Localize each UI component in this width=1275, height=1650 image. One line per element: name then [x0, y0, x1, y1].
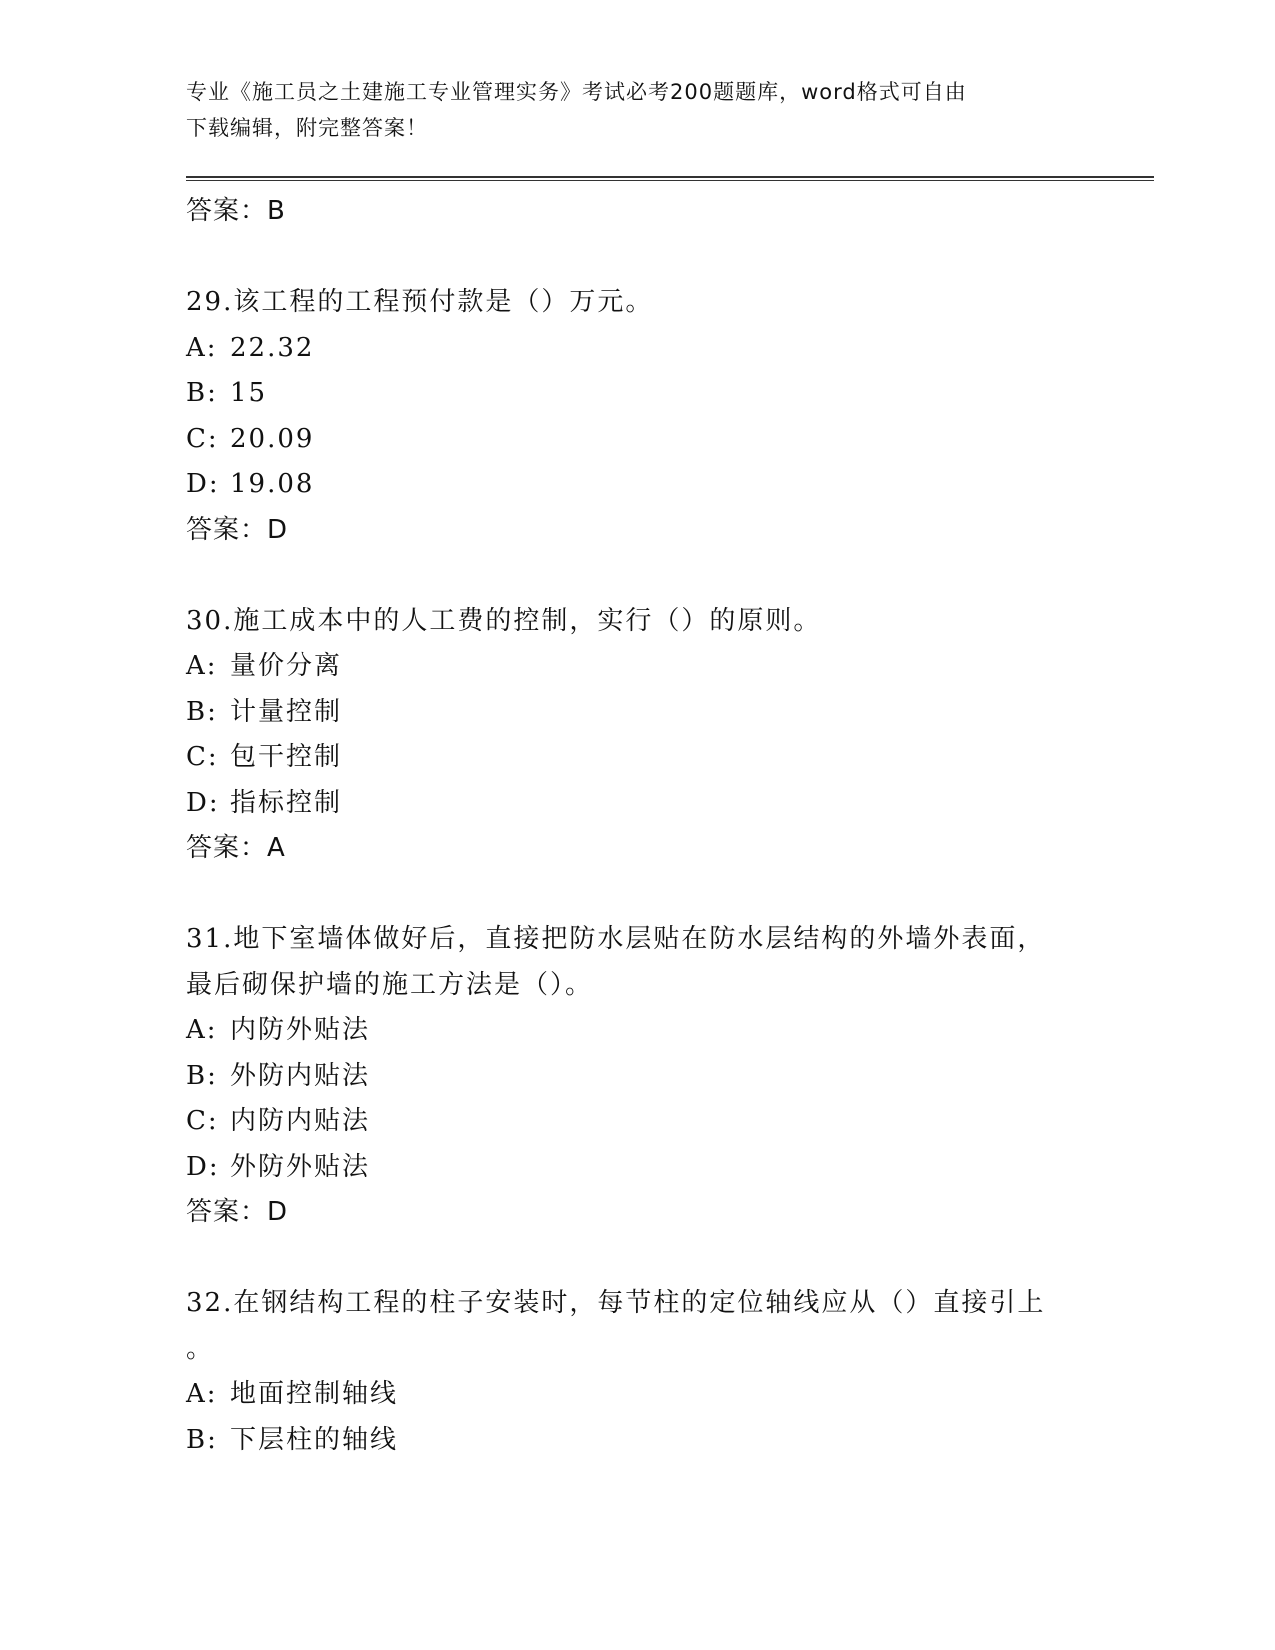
- option-key: A:: [186, 332, 218, 363]
- option-text: 指标控制: [230, 787, 343, 818]
- answer: 答案：D: [186, 1197, 289, 1227]
- option-key: B:: [186, 1060, 218, 1091]
- option-c: [186, 417, 1086, 463]
- option-key: D:: [186, 469, 220, 499]
- option-text: 量价分离: [230, 651, 343, 681]
- option-text: 内防内贴法: [230, 1106, 371, 1136]
- option-text: 20.09: [230, 423, 315, 454]
- option-text: 下层柱的轴线: [230, 1424, 399, 1455]
- question-31: [186, 917, 1086, 1236]
- option-b: [186, 371, 1086, 417]
- option-b: [186, 1054, 1086, 1100]
- question-stem-line-2: 最后砌保护墙的施工方法是（）。: [186, 969, 594, 1000]
- header-title-line-2: 下载编辑，附完整答案！: [186, 116, 428, 140]
- option-text: 外防外贴法: [230, 1151, 371, 1182]
- option-text: 外防内贴法: [230, 1060, 371, 1091]
- option-text: 22.32: [230, 332, 315, 363]
- question-stem: 30.施工成本中的人工费的控制，实行（）的原则。: [186, 605, 822, 636]
- option-a: [186, 1008, 1086, 1054]
- option-b: [186, 690, 1086, 736]
- option-d: [186, 781, 1086, 827]
- question-stem: 29.该工程的工程预付款是（）万元。: [186, 287, 654, 317]
- spacer: [186, 553, 1086, 599]
- option-key: C:: [186, 1106, 219, 1136]
- option-key: C:: [186, 742, 219, 772]
- option-text: 内防外贴法: [230, 1015, 371, 1045]
- option-key: A:: [186, 1379, 218, 1409]
- question-29: [186, 280, 1086, 553]
- option-a: [186, 1372, 1086, 1418]
- question-stem-line-2: 。: [186, 1333, 215, 1364]
- question-stem-line-1: 32.在钢结构工程的柱子安装时，每节柱的定位轴线应从（）直接引上: [186, 1288, 1046, 1318]
- spacer: [186, 235, 1086, 281]
- option-d: [186, 1145, 1086, 1191]
- page-header: [186, 74, 1066, 146]
- option-key: D:: [186, 787, 220, 818]
- option-text: 19.08: [230, 469, 315, 499]
- option-d: [186, 462, 1086, 508]
- spacer: [186, 1236, 1086, 1282]
- option-key: C:: [186, 423, 219, 454]
- option-key: A:: [186, 1015, 218, 1045]
- previous-answer: 答案：B: [186, 196, 286, 226]
- option-key: B:: [186, 1424, 218, 1455]
- option-a: [186, 644, 1086, 690]
- option-c: [186, 735, 1086, 781]
- question-32: [186, 1281, 1086, 1463]
- option-c: [186, 1099, 1086, 1145]
- option-key: A:: [186, 651, 218, 681]
- question-30: [186, 599, 1086, 872]
- answer: 答案：D: [186, 514, 289, 545]
- option-a: [186, 326, 1086, 372]
- option-text: 计量控制: [230, 696, 343, 727]
- question-list: [186, 189, 1086, 1463]
- answer: 答案：A: [186, 833, 286, 863]
- option-key: B:: [186, 696, 218, 727]
- option-text: 地面控制轴线: [230, 1379, 399, 1409]
- option-text: 包干控制: [230, 742, 343, 772]
- spacer: [186, 872, 1086, 918]
- question-stem-line-1: 31.地下室墙体做好后，直接把防水层贴在防水层结构的外墙外表面，: [186, 924, 1046, 954]
- option-key: D:: [186, 1151, 220, 1182]
- header-divider: [186, 176, 1154, 181]
- option-b: [186, 1418, 1086, 1464]
- option-text: 15: [230, 378, 268, 408]
- header-title-line-1: 专业《施工员之土建施工专业管理实务》考试必考200题题库，word格式可自由: [186, 80, 967, 104]
- option-key: B:: [186, 378, 218, 408]
